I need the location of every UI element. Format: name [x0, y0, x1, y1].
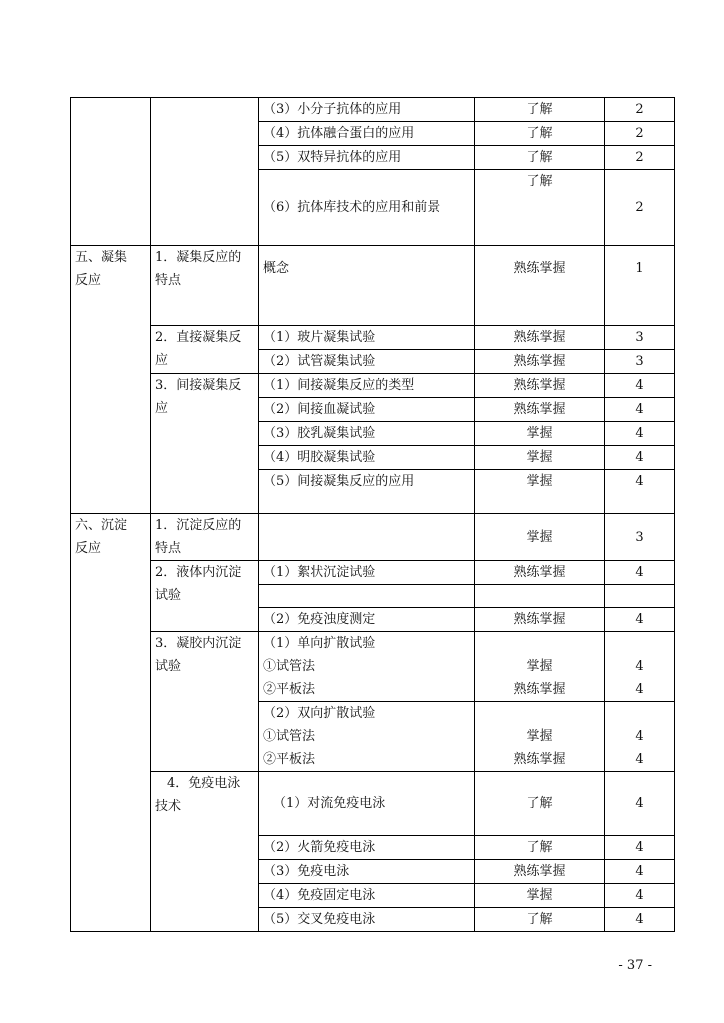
hours-cell	[605, 702, 675, 772]
content-cell	[259, 702, 475, 772]
table-row	[71, 326, 675, 350]
hours-cell: 2	[605, 146, 675, 170]
sub-cell	[151, 772, 259, 932]
hours-cell: 2	[605, 170, 675, 246]
sub-title-line-2: 试验	[155, 588, 182, 603]
content-cell: （3）胶乳凝集试验	[259, 422, 475, 446]
level-cell: 熟练掌握	[475, 860, 605, 884]
level-cell: 熟练掌握	[475, 374, 605, 398]
level-cell: 掌握	[475, 422, 605, 446]
content-cell: （2）免疫浊度测定	[259, 608, 475, 632]
level-cell: 了解	[475, 146, 605, 170]
level-cell: 熟练掌握	[475, 350, 605, 374]
level-cell: 熟练掌握	[475, 398, 605, 422]
content-cell: （2）间接血凝试验	[259, 398, 475, 422]
hours-cell: 4	[605, 884, 675, 908]
sub-cell	[151, 514, 259, 561]
content-text: 概念	[263, 261, 290, 276]
hours-cell: 4	[605, 398, 675, 422]
table-row	[71, 561, 675, 585]
table-row	[71, 374, 675, 398]
level-cell: 了解	[475, 122, 605, 146]
level-cell: 熟练掌握	[475, 608, 605, 632]
level-text: 熟练掌握	[513, 752, 566, 767]
unit-cell	[71, 514, 151, 932]
sub-cell-empty	[151, 98, 259, 246]
hours-text: 4	[635, 729, 644, 744]
hours-text: 4	[635, 752, 644, 767]
sub-title-line-1: 4．免疫电泳	[167, 776, 241, 791]
hours-cell: 3	[605, 326, 675, 350]
hours-text: 4	[635, 682, 644, 697]
content-text: ②平板法	[263, 752, 316, 767]
hours-cell: 3	[605, 514, 675, 561]
sub-title-line-2: 特点	[155, 541, 182, 556]
content-cell: （4）免疫固定电泳	[259, 884, 475, 908]
hours-text: 4	[635, 659, 644, 674]
table-row	[71, 772, 675, 836]
hours-cell: 3	[605, 350, 675, 374]
level-text: 熟练掌握	[513, 682, 566, 697]
content-cell: （6）抗体库技术的应用和前景	[259, 170, 475, 246]
content-cell: （1）玻片凝集试验	[259, 326, 475, 350]
syllabus-table	[70, 97, 675, 932]
level-text: 熟练掌握	[513, 261, 566, 276]
level-cell: 掌握	[475, 884, 605, 908]
hours-cell: 4	[605, 446, 675, 470]
hours-cell	[605, 632, 675, 702]
sub-title-line-1: 3．凝胶内沉淀	[155, 636, 242, 651]
content-cell: （4）抗体融合蛋白的应用	[259, 122, 475, 146]
content-cell: （5）间接凝集反应的应用	[259, 470, 475, 514]
hours-cell-empty	[605, 585, 675, 608]
page-number: - 37 -	[618, 958, 652, 973]
hours-cell: 4	[605, 561, 675, 585]
content-text: ②平板法	[263, 682, 316, 697]
content-cell: （3）免疫电泳	[259, 860, 475, 884]
content-cell: （3）小分子抗体的应用	[259, 98, 475, 122]
sub-title-line-2: 技术	[155, 799, 182, 814]
sub-title-line-1: 1．凝集反应的	[155, 250, 242, 265]
content-cell	[259, 246, 475, 326]
unit-cell-empty	[71, 98, 151, 246]
table-row	[71, 246, 675, 326]
content-cell: （2）火箭免疫电泳	[259, 836, 475, 860]
level-cell: 了解	[475, 772, 605, 836]
content-cell: （4）明胶凝集试验	[259, 446, 475, 470]
level-cell: 掌握	[475, 470, 605, 514]
level-cell: 熟练掌握	[475, 561, 605, 585]
sub-title-line-1: 2．液体内沉淀	[155, 565, 242, 580]
content-cell: （5）双特异抗体的应用	[259, 146, 475, 170]
content-head: （2）双向扩散试验	[263, 706, 376, 721]
hours-cell: 4	[605, 908, 675, 932]
content-cell-empty	[259, 514, 475, 561]
sub-title-line-1: 2．直接凝集反	[155, 330, 242, 345]
sub-title-line-1: 3．间接凝集反	[155, 378, 242, 393]
unit-title-line-1: 五、凝集	[75, 250, 128, 265]
level-cell	[475, 632, 605, 702]
unit-cell	[71, 246, 151, 514]
level-cell-empty	[475, 585, 605, 608]
level-cell: 了解	[475, 170, 605, 246]
table-row	[71, 632, 675, 702]
hours-cell: 4	[605, 374, 675, 398]
sub-title-line-2: 应	[155, 353, 169, 368]
content-text: ①试管法	[263, 659, 316, 674]
content-text: ①试管法	[263, 729, 316, 744]
hours-cell: 4	[605, 860, 675, 884]
sub-cell	[151, 246, 259, 326]
sub-title-line-1: 1．沉淀反应的	[155, 518, 242, 533]
content-cell-empty	[259, 585, 475, 608]
level-cell: 了解	[475, 908, 605, 932]
hours-cell: 4	[605, 836, 675, 860]
sub-title-line-2: 特点	[155, 273, 182, 288]
hours-cell: 2	[605, 98, 675, 122]
sub-cell	[151, 326, 259, 374]
level-cell: 熟练掌握	[475, 326, 605, 350]
content-cell: （1）絮状沉淀试验	[259, 561, 475, 585]
level-text: 掌握	[526, 659, 553, 674]
hours-text: 1	[635, 261, 644, 276]
content-cell	[259, 632, 475, 702]
level-cell	[475, 246, 605, 326]
table-row	[71, 514, 675, 561]
content-cell: （5）交叉免疫电泳	[259, 908, 475, 932]
unit-title-line-2: 反应	[75, 273, 102, 288]
unit-title-line-2: 反应	[75, 541, 102, 556]
sub-cell	[151, 632, 259, 772]
unit-title-line-1: 六、沉淀	[75, 518, 128, 533]
content-cell: （1）对流免疫电泳	[259, 772, 475, 836]
table-row	[71, 98, 675, 122]
level-cell: 掌握	[475, 446, 605, 470]
level-cell	[475, 702, 605, 772]
content-head: （1）单向扩散试验	[263, 636, 376, 651]
sub-cell	[151, 561, 259, 632]
hours-cell: 2	[605, 122, 675, 146]
level-text: 掌握	[526, 729, 553, 744]
hours-cell: 4	[605, 772, 675, 836]
hours-cell: 4	[605, 470, 675, 514]
sub-cell	[151, 374, 259, 514]
sub-title-line-2: 试验	[155, 659, 182, 674]
hours-cell: 4	[605, 422, 675, 446]
sub-title-line-2: 应	[155, 401, 169, 416]
level-cell: 了解	[475, 98, 605, 122]
level-cell: 了解	[475, 836, 605, 860]
hours-cell	[605, 246, 675, 326]
content-cell: （1）间接凝集反应的类型	[259, 374, 475, 398]
hours-cell: 4	[605, 608, 675, 632]
content-cell: （2）试管凝集试验	[259, 350, 475, 374]
level-cell: 掌握	[475, 514, 605, 561]
